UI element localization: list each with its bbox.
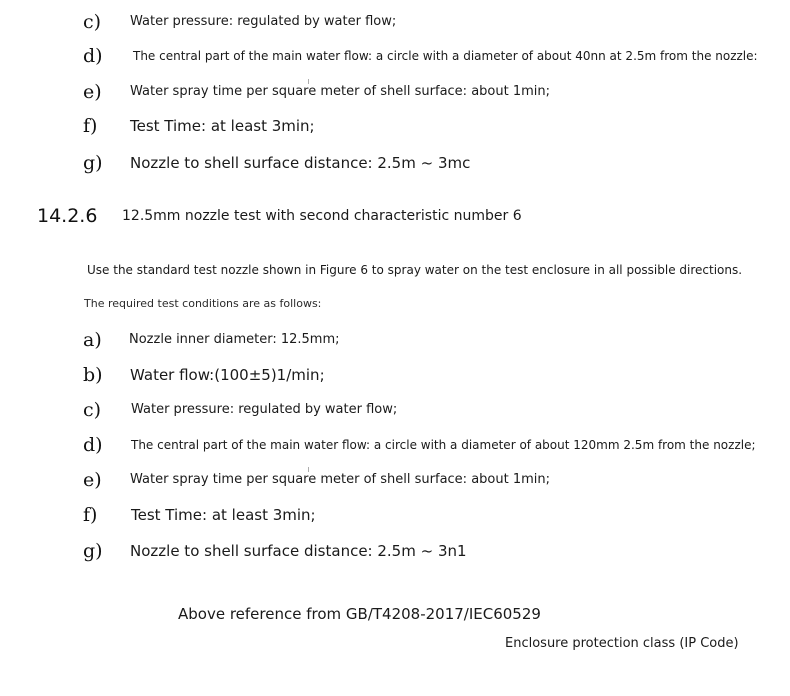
list-item-text: Nozzle to shell surface distance: 2.5m ~ 3mc (130, 154, 471, 172)
reference-note: Above reference from GB/T4208-2017/IEC60529 (178, 605, 541, 623)
list-marker: c) (83, 399, 102, 421)
list-marker: g) (83, 152, 103, 174)
list-marker: e) (83, 81, 102, 103)
list-item-text: Water spray time per square meter of shell surface: about 1min; (130, 84, 550, 99)
list-item-bottom-d (0, 430, 790, 460)
section-number: 14.2.6 (37, 205, 98, 227)
list-item-bottom-b (0, 360, 790, 390)
intro-paragraph: Use the standard test nozzle shown in Figure 6 to spray water on the test enclosure in all possible directions. (87, 263, 743, 277)
list-item-text: Water pressure: regulated by water flow; (131, 402, 398, 417)
section-title: 12.5mm nozzle test with second characteristic number 6 (122, 208, 522, 224)
list-marker: a) (83, 329, 102, 351)
list-item-text: Test Time: at least 3min; (130, 117, 315, 135)
list-item-bottom-f (0, 500, 790, 530)
list-marker: f) (83, 115, 98, 137)
list-item-bottom-c (0, 395, 790, 425)
list-item-text: The central part of the main water flow: a circle with a diameter of about 40nn at 2.5m from the nozzle: (133, 49, 758, 63)
list-item-text: Test Time: at least 3min; (131, 506, 316, 524)
list-item-bottom-g (0, 536, 790, 566)
list-item-top-d (0, 41, 790, 71)
list-item-top-c (0, 7, 790, 37)
list-item-text: Nozzle to shell surface distance: 2.5m ~ 3n1 (130, 542, 467, 560)
list-marker: d) (83, 434, 103, 456)
list-marker: c) (83, 11, 102, 33)
list-item-top-g (0, 148, 790, 178)
list-item-text: Water pressure: regulated by water flow; (130, 14, 397, 29)
scan-artifact (308, 467, 309, 472)
list-marker: d) (83, 45, 103, 67)
list-item-top-f (0, 111, 790, 141)
list-marker: g) (83, 540, 103, 562)
conditions-paragraph: The required test conditions are as follows: (84, 297, 322, 310)
list-item-bottom-e (0, 465, 790, 495)
list-item-text: The central part of the main water flow: a circle with a diameter of about 120mm 2.5m from the nozzle; (131, 438, 756, 452)
list-marker: f) (83, 504, 98, 526)
footer-label: Enclosure protection class (IP Code) (505, 636, 739, 651)
list-item-bottom-a (0, 325, 790, 355)
list-item-text: Nozzle inner diameter: 12.5mm; (129, 332, 340, 347)
list-marker: b) (83, 364, 103, 386)
list-item-text: Water flow:(100±5)1/min; (130, 366, 325, 384)
list-marker: e) (83, 469, 102, 491)
scan-artifact (308, 79, 309, 84)
list-item-text: Water spray time per square meter of shell surface: about 1min; (130, 472, 550, 487)
list-item-top-e (0, 77, 790, 107)
